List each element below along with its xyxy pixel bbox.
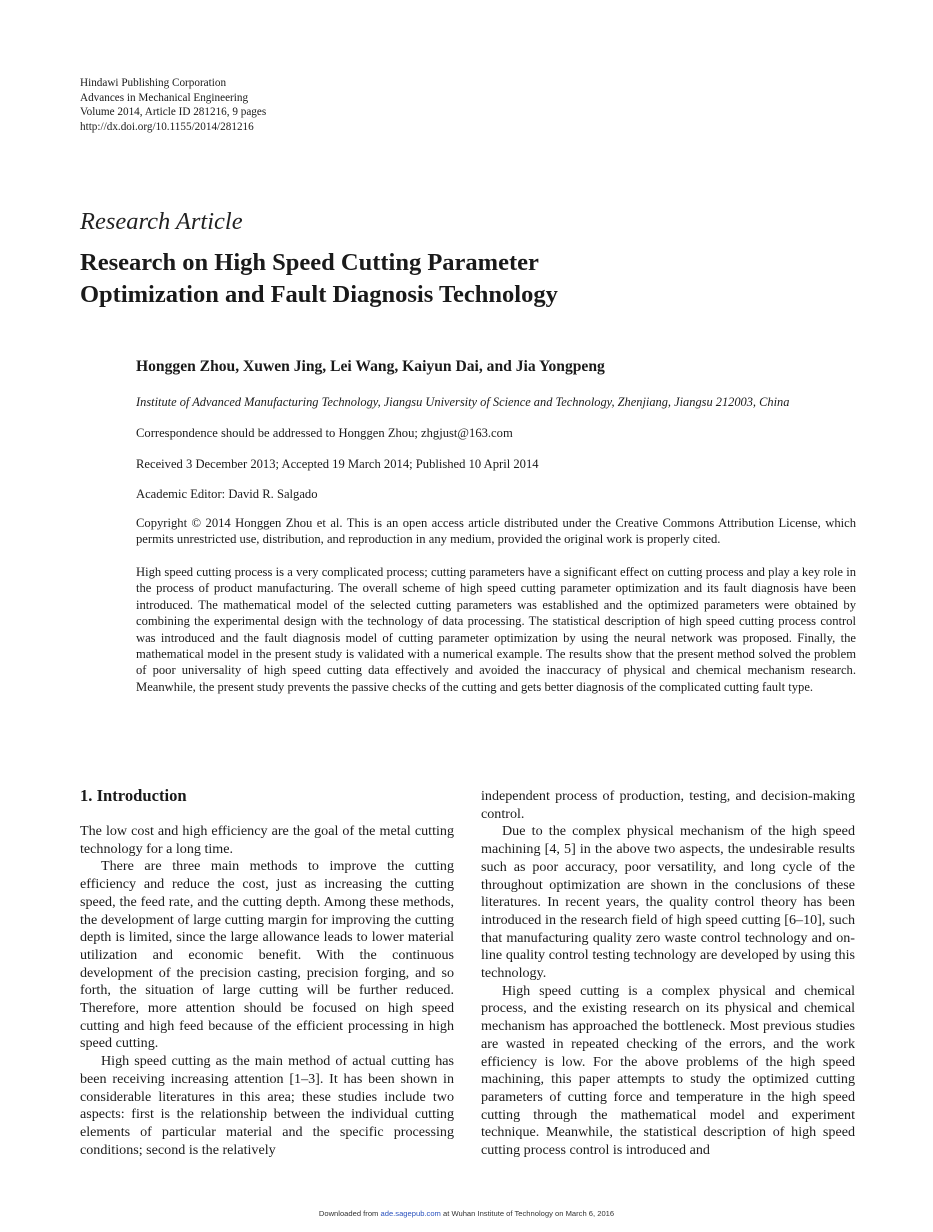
body-paragraph: The low cost and high efficiency are the goal of the metal cutting technology for a long time. (80, 823, 454, 857)
doi-link[interactable]: http://dx.doi.org/10.1155/2014/281216 (80, 120, 254, 133)
article-title (80, 247, 840, 311)
download-footer (0, 1209, 933, 1218)
abstract: High speed cutting process is a very complicated process; cutting parameters have a significant effect on cutting process and play a key role in the process of product manufacturing. The overall scheme of high speed cutting parameter optimization and its fault diagnosis have been introduced. The mathematical model of the selected cutting parameters was established and the optimized parameters were obtained by combining the experimental design with the technology of data processing. The statistical description of high speed cutting process control was introduced and the fault diagnosis model of cutting parameter optimization by using the neural network was proposed. Finally, the mathematical model in the present study is validated with a numerical example. The results show that the present method solved the problem of poor universality of high speed cutting data effectively and avoided the inaccuracy of physical and chemical mechanism research. Meanwhile, the present study prevents the passive checks of the cutting and gets better diagnosis of the complicated cutting fault type. (136, 565, 856, 694)
academic-editor: Academic Editor: David R. Salgado (136, 487, 318, 501)
left-column (80, 786, 454, 1159)
masthead (80, 76, 266, 134)
publication-dates: Received 3 December 2013; Accepted 19 March 2014; Published 10 April 2014 (136, 457, 539, 471)
author-list: Honggen Zhou, Xuwen Jing, Lei Wang, Kaiyun Dai, and Jia Yongpeng (136, 358, 605, 375)
affiliation: Institute of Advanced Manufacturing Technology, Jiangsu University of Science and Technology, Zhenjiang, Jiangsu 212003, China (136, 395, 790, 409)
article-type: Research Article (80, 208, 243, 235)
footer-prefix: Downloaded from (318, 1209, 379, 1218)
body-paragraph: independent process of production, testing, and decision-making control. (481, 788, 855, 822)
right-column (481, 788, 855, 1160)
body-paragraph: Due to the complex physical mechanism of the high speed machining [4, 5] in the above two aspects, the undesirable results such as poor accuracy, poor versatility, and long cycle of the throughout optimization are shown in the conclusions of these literatures. In recent years, the quality control theory has been introduced in the research field of high speed cutting [6–10], such that manufacturing quality zero waste control technology and on-line quality control testing technology are developed by using this technology. (481, 823, 855, 982)
copyright-notice: Copyright © 2014 Honggen Zhou et al. This is an open access article distributed under the Creative Commons Attribution License, which permits unrestricted use, distribution, and reproduction in any medium, provided the original work is properly cited. (136, 516, 856, 547)
body-paragraph: High speed cutting as the main method of actual cutting has been receiving increasing attention [1–3]. It has been shown in considerable literatures in this area; these studies include two aspects: first is the relationship between the individual cutting elements of particular material and the specific processing conditions; second is the relatively (80, 1053, 454, 1158)
body-paragraph: High speed cutting is a complex physical and chemical process, and the existing research on its physical and chemical mechanism has approached the bottleneck. Most previous studies are wasted in repeated checking of the errors, and the work efficiency is low. For the above problems of the high speed machining, this paper attempts to study the optimized cutting parameters of cutting force and temperature in the high speed cutting through the mathematical model and experiment technique. Meanwhile, the statistical description of high speed cutting process control is introduced and (481, 982, 855, 1159)
section-heading: 1. Introduction (80, 786, 187, 805)
footer-link[interactable]: ade.sagepub.com (380, 1209, 441, 1218)
correspondence: Correspondence should be addressed to Honggen Zhou; zhgjust@163.com (136, 426, 513, 440)
title-line-1: Research on High Speed Cutting Parameter (80, 249, 539, 276)
title-line-2: Optimization and Fault Diagnosis Technology (80, 281, 558, 308)
body-paragraph: There are three main methods to improve the cutting efficiency and reduce the cost, just as increasing the cutting speed, the feed rate, and the cutting depth. Among these methods, the development of large cutting margin for improving the cutting depth is limited, since the large allowance leads to lower material utilization and economic benefit. With the continuous development of the precision casting, precision forging, and so forth, the situation of large cutting will be further reduced. Therefore, more attention should be focused on high speed cutting and high feed because of the efficient processing in high speed cutting. (80, 858, 454, 1052)
volume-info: Volume 2014, Article ID 281216, 9 pages (80, 106, 267, 119)
journal-name: Advances in Mechanical Engineering (80, 91, 249, 104)
footer-suffix: at Wuhan Institute of Technology on March 6, 2016 (443, 1209, 615, 1218)
publisher-name: Hindawi Publishing Corporation (80, 77, 227, 89)
